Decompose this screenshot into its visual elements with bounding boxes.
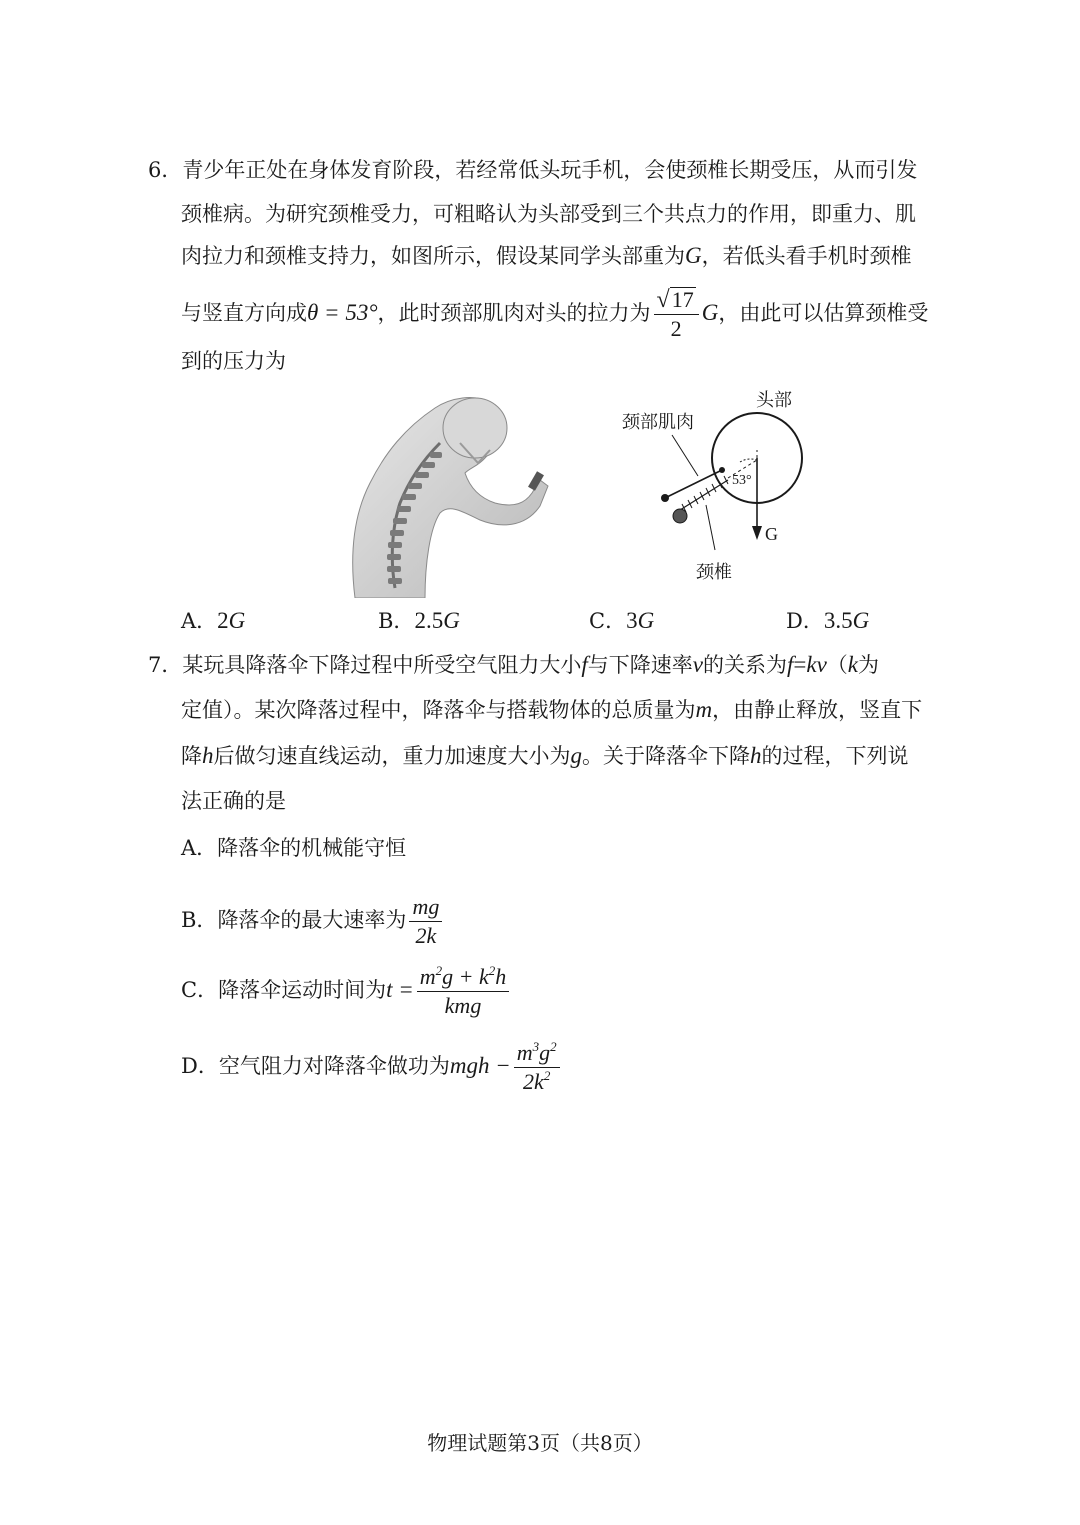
spine-spring [680,476,728,512]
label-head: 头部 [756,390,792,411]
q6-line-4: 与竖直方向成θ = 53°，此时颈部肌肉对头的拉力为 √ 17 2 G，由此可以估算颈椎受 [181,287,929,341]
q7-option-d[interactable]: D．空气阻力对降落伞做功为mgh − $\frac{m^3g^2}{2k^2}$ [181,1036,563,1096]
q7-line-3: 降h后做匀速直线运动，重力加速度大小为g。关于降落伞下降h的过程，下列说 [181,743,909,768]
page-footer: 物理试题第3页（共8页） [427,1431,653,1455]
q6-line-2: 颈椎病。为研究颈椎受力，可粗略认为头部受到三个共点力的作用，即重力、肌 [181,202,916,226]
q7-line-4: 法正确的是 [181,789,286,813]
q6-line-5: 到的压力为 [181,349,286,373]
q7-option-c[interactable]: C．降落伞运动时间为t = $\frac{m^2g + k^2h}{\text{kmg}}$ [181,960,512,1020]
q6-line-3: 肉拉力和颈椎支持力，如图所示，假设某同学头部重为G，若低头看手机时颈椎 [181,243,912,268]
force-diagram [610,380,820,590]
q6-option-a[interactable]: A．2G [181,608,246,633]
q6-option-d[interactable]: D．3.5G [786,608,870,633]
q7-option-a[interactable]: A．降落伞的机械能守恒 [181,836,407,860]
q7-line-1: 7．某玩具降落伞下降过程中所受空气阻力大小f与下降速率v的关系为f=kv（k为 [148,652,879,677]
muscle-line [665,470,722,498]
theta-equation: θ = 53° [307,300,378,325]
q7-line-2: 定值）。某次降落过程中，降落伞与搭载物体的总质量为m，由静止释放，竖直下 [181,697,923,722]
q7-number: 7． [148,653,183,677]
label-G: G [765,524,778,544]
person-with-phone-illustration [300,388,600,598]
q7-option-b[interactable]: B．降落伞的最大速率为 $\frac{mg}{2k}$ [181,890,445,950]
label-muscle: 颈部肌肉 [622,412,694,433]
q6-number: 6． [148,158,183,182]
q6-option-b[interactable]: B．2.5G [378,608,460,633]
work-fraction: $\frac{m^3g^2}{2k^2}$ [514,1039,560,1096]
sqrt17-over-2-fraction: √ 17 2 [654,286,699,343]
q6-line-1: 6．青少年正处在身体发育阶段，若经常低头玩手机，会使颈椎长期受压，从而引发 [148,158,918,182]
time-fraction: $\frac{m^2g + k^2h}{\text{kmg}}$ [417,963,510,1020]
q6-option-c[interactable]: C．3G [589,608,655,633]
label-spine: 颈椎 [696,562,732,583]
label-angle: 53° [732,473,752,488]
mg-over-2k-fraction: $\frac{mg}{2k}$ [409,893,442,950]
